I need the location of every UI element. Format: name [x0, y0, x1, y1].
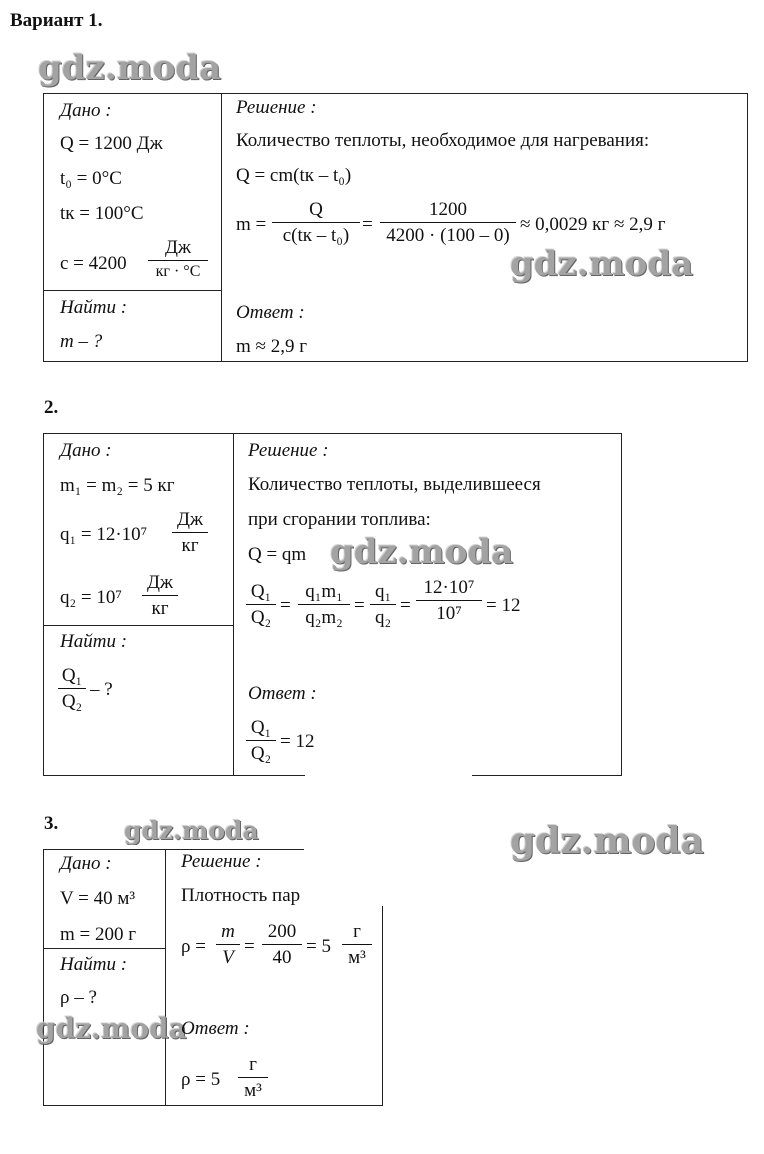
given-q1-unit: [172, 510, 208, 555]
fraction-bar: [172, 532, 208, 533]
table-divider: [43, 625, 233, 626]
solution-eq: =: [280, 595, 291, 616]
answer-label: Ответ :: [236, 302, 305, 323]
solution-label: Решение :: [181, 851, 262, 872]
solution-fraction-1: [216, 922, 240, 967]
given-t0: t₀ = 0°C: [60, 168, 122, 189]
solution-fraction-3: [370, 582, 396, 627]
table-border: [43, 433, 622, 434]
watermark: gdz.moda: [38, 48, 222, 88]
task-number: 3.: [44, 813, 59, 834]
find-ratio: [58, 666, 86, 711]
answer-value: m ≈ 2,9 г: [236, 336, 307, 357]
answer-unit: [238, 1055, 268, 1100]
fraction-bar: [58, 688, 86, 689]
table-border: [747, 93, 748, 362]
fraction-numerator: Дж: [164, 237, 192, 258]
fraction-bar: [342, 944, 372, 945]
watermark: gdz.moda: [124, 816, 259, 845]
solution-m-eq: m =: [236, 214, 267, 235]
answer-ratio: [246, 718, 276, 763]
fraction-denominator: Q₂: [250, 743, 272, 764]
given-label: Дано :: [60, 440, 112, 461]
solution-label: Решение :: [248, 440, 329, 461]
table-border: [43, 849, 304, 850]
fraction-bar: [262, 944, 302, 945]
fraction-bar: [142, 595, 178, 596]
fraction-bar: [216, 944, 240, 945]
table-divider: [221, 93, 222, 362]
find-label: Найти :: [60, 631, 128, 652]
table-border: [43, 361, 748, 362]
answer-label: Ответ :: [248, 683, 317, 704]
solution-fraction-4: [416, 578, 482, 623]
solution-rho-eq: ρ =: [181, 936, 206, 957]
fraction-denominator: кг: [151, 598, 169, 619]
find-tail: – ?: [90, 679, 113, 700]
answer-value: ρ = 5: [181, 1069, 221, 1090]
fraction-denominator: кг · °C: [155, 263, 201, 280]
watermark: gdz.moda: [510, 820, 704, 862]
solution-text-2: при сгорании топлива:: [248, 509, 431, 530]
table-border: [43, 775, 305, 776]
fraction-bar: [380, 222, 516, 223]
fraction-denominator: м³: [348, 947, 366, 968]
given-q2: q₂ = 10⁷: [60, 587, 122, 608]
solution-result: ≈ 0,0029 кг ≈ 2,9 г: [520, 214, 666, 235]
fraction-numerator: Q₁: [250, 581, 272, 602]
solution-fraction-2: [262, 922, 302, 967]
find-m: m – ?: [60, 331, 103, 352]
solution-fraction-1: [246, 582, 276, 627]
fraction-bar: [272, 222, 360, 223]
find-rho: ρ – ?: [60, 987, 97, 1008]
table-divider: [165, 849, 166, 1106]
fraction-numerator: Дж: [176, 509, 204, 530]
given-label: Дано :: [60, 100, 112, 121]
given-label: Дано :: [60, 853, 112, 874]
table-border: [43, 849, 44, 1106]
given-q: Q = 1200 Дж: [60, 133, 163, 154]
solution-fraction-1: [272, 200, 360, 245]
fraction-bar: [148, 260, 208, 261]
fraction-numerator: г: [353, 921, 361, 942]
solution-formula: Q = qm: [248, 544, 307, 565]
solution-eq: =: [362, 214, 373, 235]
solution-eq: =: [354, 595, 365, 616]
fraction-bar: [246, 740, 276, 741]
given-c: c = 4200: [60, 253, 127, 274]
fraction-numerator: 200: [267, 921, 297, 942]
table-divider: [43, 290, 221, 291]
find-label: Найти :: [60, 954, 128, 975]
solution-result: = 5: [306, 936, 331, 957]
solution-text-1: Количество теплоты, выделившееся: [248, 474, 541, 495]
table-border: [43, 93, 44, 362]
fraction-numerator: Q₁: [250, 717, 272, 738]
fraction-numerator: г: [249, 1054, 257, 1075]
answer-label: Ответ :: [181, 1018, 250, 1039]
watermark: gdz.moda: [36, 1012, 187, 1045]
solution-eq: =: [400, 595, 411, 616]
watermark: gdz.moda: [330, 532, 514, 572]
task-number: 2.: [44, 397, 59, 418]
fraction-denominator: q₂: [374, 607, 392, 628]
fraction-denominator: 4200 · (100 – 0): [386, 225, 510, 246]
fraction-denominator: 10⁷: [436, 603, 462, 624]
fraction-bar: [246, 604, 276, 605]
answer-value: = 12: [280, 731, 315, 752]
fraction-bar: [238, 1077, 268, 1078]
solution-fraction-2: [380, 200, 516, 245]
given-c-unit: [148, 238, 208, 280]
table-border: [382, 906, 383, 1106]
find-label: Найти :: [60, 297, 128, 318]
fraction-numerator: 12·10⁷: [423, 577, 475, 598]
table-border: [621, 433, 622, 776]
table-border: [43, 1105, 383, 1106]
fraction-numerator: 1200: [429, 199, 467, 220]
table-border: [43, 93, 748, 94]
table-border: [472, 775, 622, 776]
fraction-denominator: м³: [244, 1080, 262, 1101]
fraction-numerator: Q: [309, 199, 323, 220]
fraction-bar: [370, 604, 396, 605]
given-m: m = 200 г: [60, 924, 137, 945]
given-tk: tк = 100°C: [60, 203, 144, 224]
solution-formula: Q = cm(tк – t₀): [236, 165, 352, 186]
table-divider: [43, 948, 165, 949]
solution-unit: [342, 922, 372, 967]
given-m: m₁ = m₂ = 5 кг: [60, 475, 175, 496]
fraction-denominator: V: [222, 947, 234, 968]
fraction-denominator: кг: [181, 535, 199, 556]
solution-text: Плотность пар: [181, 885, 301, 906]
fraction-denominator: q₂m₂: [305, 607, 343, 628]
solution-result: = 12: [486, 595, 521, 616]
fraction-numerator: q₁: [374, 581, 392, 602]
fraction-denominator: Q₂: [61, 691, 83, 712]
page-title: Вариант 1.: [10, 10, 103, 31]
fraction-denominator: c(tк – t₀): [282, 225, 350, 246]
fraction-denominator: Q₂: [250, 607, 272, 628]
fraction-numerator: m: [221, 921, 235, 942]
fraction-numerator: Дж: [146, 572, 174, 593]
given-q1: q₁ = 12·10⁷: [60, 524, 148, 545]
fraction-numerator: q₁m₁: [305, 581, 343, 602]
solution-eq: =: [244, 936, 255, 957]
watermark: gdz.moda: [510, 244, 694, 284]
fraction-bar: [416, 600, 482, 601]
fraction-denominator: 40: [272, 947, 292, 968]
solution-label: Решение :: [236, 97, 317, 118]
given-q2-unit: [142, 573, 178, 618]
solution-fraction-2: [298, 582, 350, 627]
fraction-numerator: Q₁: [61, 665, 83, 686]
solution-text: Количество теплоты, необходимое для нагревания:: [236, 130, 650, 151]
given-v: V = 40 м³: [60, 888, 136, 909]
fraction-bar: [298, 604, 350, 605]
table-divider: [233, 433, 234, 776]
table-border: [43, 433, 44, 776]
